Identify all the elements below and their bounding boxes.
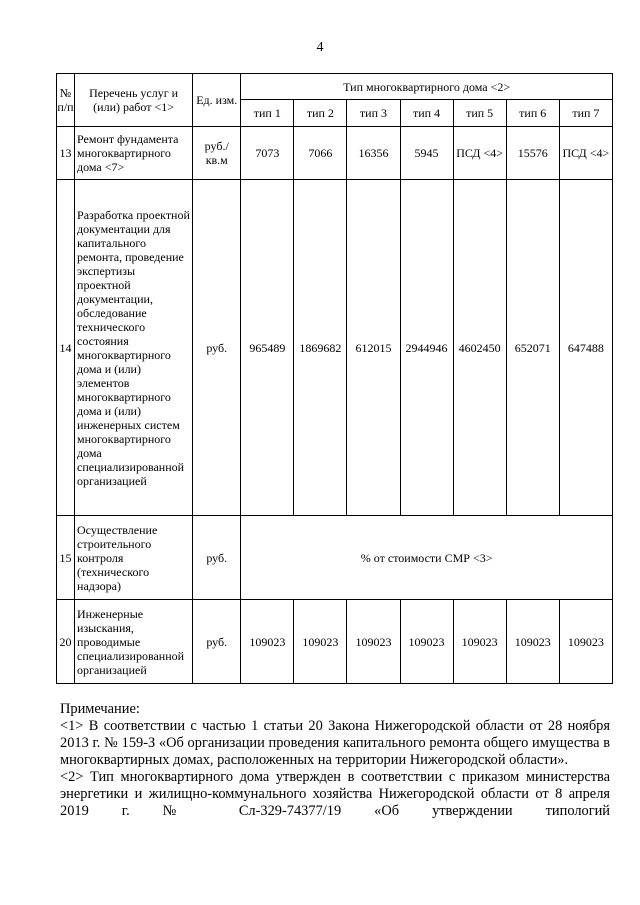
row-unit: руб.	[193, 600, 241, 684]
services-table	[56, 73, 613, 684]
header-type-6: тип 6	[506, 100, 559, 127]
row-value: 109023	[559, 600, 612, 684]
row-service: Ремонт фундамента многоквартирного дома <7>	[75, 127, 193, 180]
row-value: 612015	[347, 180, 400, 516]
table-row	[57, 516, 613, 600]
row-value: ПСД <4>	[559, 127, 612, 180]
header-type-3: тип 3	[347, 100, 400, 127]
header-type-5: тип 5	[453, 100, 506, 127]
row-service: Разработка проектной документации для капитального ремонта, проведение экспертизы проектной документации, обследование технического состояния многоквартирного дома и (или) элементов многоквартирного дома и (или) инженерных систем многоквартирного дома специализированной организацией	[75, 180, 193, 516]
notes-section	[60, 701, 610, 820]
row-value: 109023	[294, 600, 347, 684]
row-value: 15576	[506, 127, 559, 180]
row-value: ПСД <4>	[453, 127, 506, 180]
row-number: 14	[57, 180, 75, 516]
row-merged-value: % от стоимости СМР <3>	[241, 516, 613, 600]
header-service: Перечень услуг и (или) работ <1>	[75, 74, 193, 127]
row-number: 13	[57, 127, 75, 180]
row-value: 16356	[347, 127, 400, 180]
row-value: 1869682	[294, 180, 347, 516]
row-value: 4602450	[453, 180, 506, 516]
row-value: 2944946	[400, 180, 453, 516]
table-row	[57, 127, 613, 180]
row-value: 965489	[241, 180, 294, 516]
header-type-group: Тип многоквартирного дома <2>	[241, 74, 613, 100]
header-unit: Ед. изм.	[193, 74, 241, 127]
header-num: № п/п	[57, 74, 75, 127]
row-value: 109023	[241, 600, 294, 684]
row-value: 109023	[506, 600, 559, 684]
header-row	[57, 74, 613, 100]
row-unit: руб./ кв.м	[193, 127, 241, 180]
header-type-1: тип 1	[241, 100, 294, 127]
row-value: 7073	[241, 127, 294, 180]
header-type-7: тип 7	[559, 100, 612, 127]
row-value: 109023	[453, 600, 506, 684]
row-value: 109023	[347, 600, 400, 684]
row-value: 7066	[294, 127, 347, 180]
header-type-2: тип 2	[294, 100, 347, 127]
page-number: 4	[316, 40, 324, 55]
row-service: Осуществление строительного контроля (технического надзора)	[75, 516, 193, 600]
table-row	[57, 600, 613, 684]
row-service: Инженерные изыскания, проводимые специализированной организацией	[75, 600, 193, 684]
row-value: 5945	[400, 127, 453, 180]
notes-heading: Примечание:	[60, 701, 140, 717]
note-1: <1> В соответствии с частью 1 статьи 20 Закона Нижегородской области от 28 ноября 2013 г. № 159-З «Об организации проведения капитального ремонта общего имущества в многоквартирных домах, расположенных на территории Нижегородской области».	[60, 718, 610, 768]
row-value: 647488	[559, 180, 612, 516]
row-value: 109023	[400, 600, 453, 684]
note-2: <2> Тип многоквартирного дома утвержден в соответствии с приказом министерства энергетики и жилищно-коммунального хозяйства Нижегородской области от 8 апреля 2019 г. № Сл-329-74377/19 «Об утверждении типологий	[60, 769, 610, 819]
row-number: 15	[57, 516, 75, 600]
row-unit: руб.	[193, 180, 241, 516]
table-row	[57, 180, 613, 516]
header-type-4: тип 4	[400, 100, 453, 127]
row-unit: руб.	[193, 516, 241, 600]
row-number: 20	[57, 600, 75, 684]
row-value: 652071	[506, 180, 559, 516]
